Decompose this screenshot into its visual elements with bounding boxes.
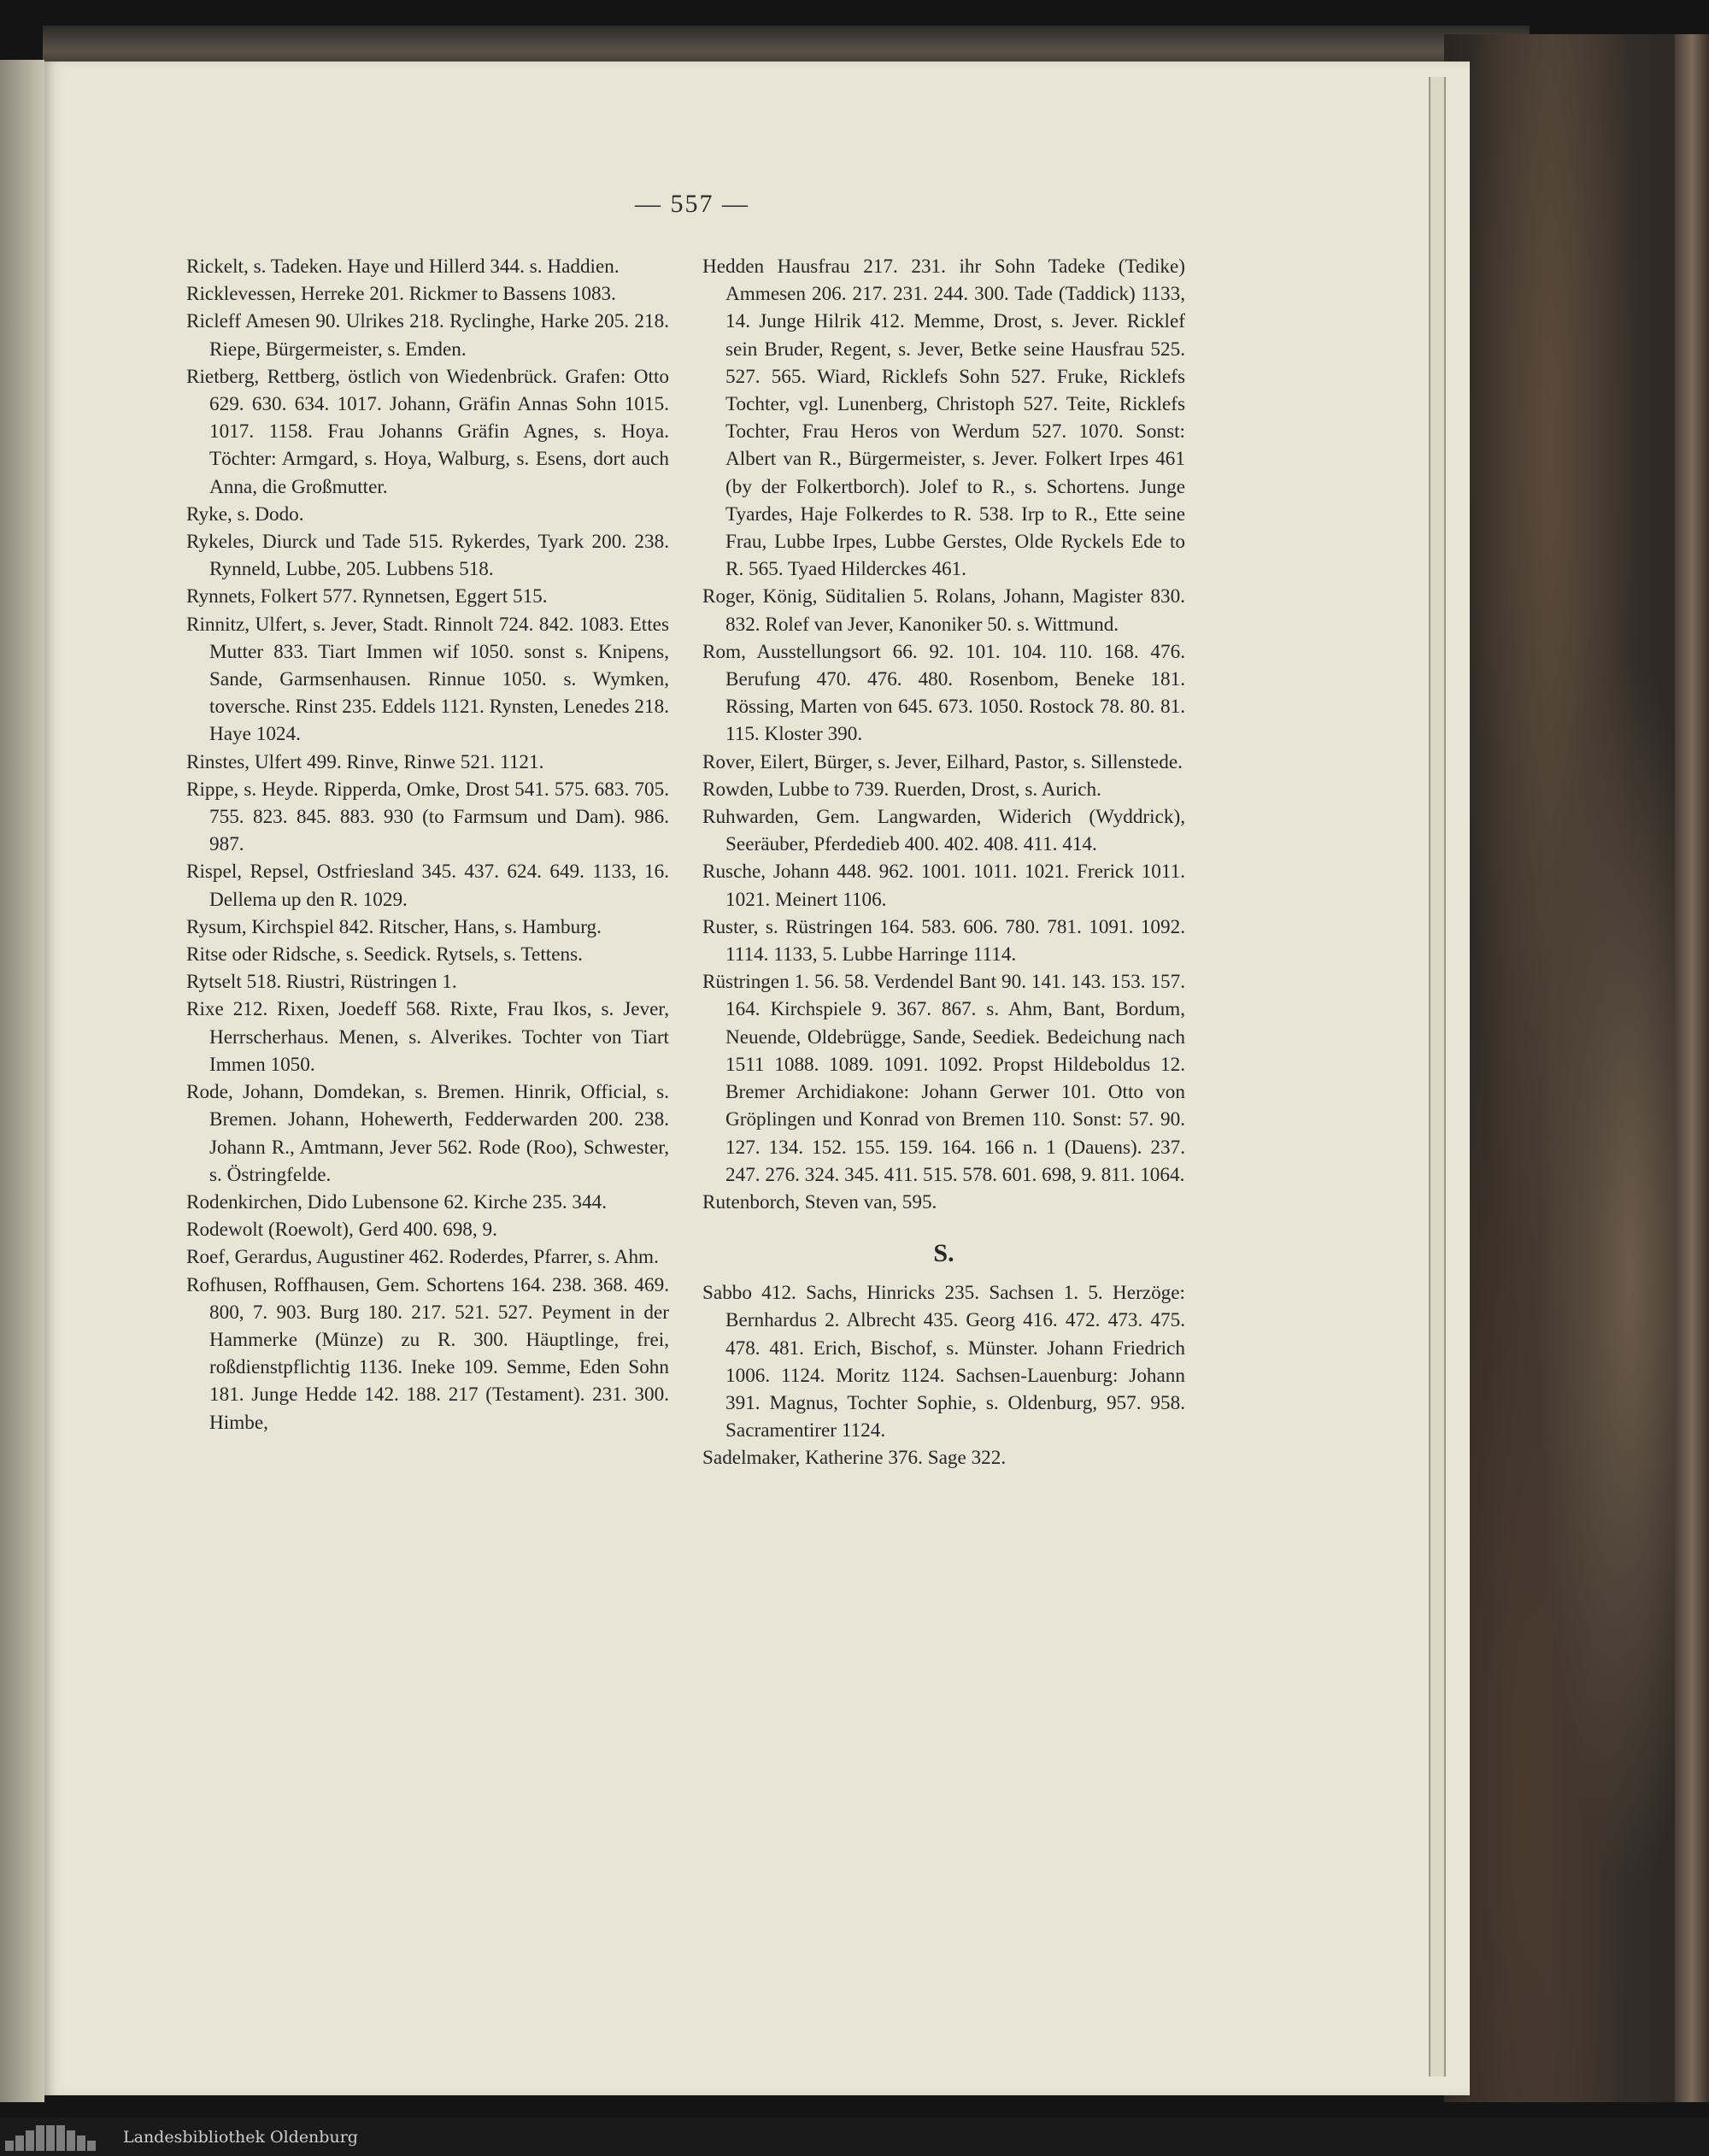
index-entry: Ritse oder Ridsche, s. Seedick. Rytsels, s. Tettens. [186, 943, 583, 966]
index-entry: Rutenborch, Steven van, 595. [702, 1190, 937, 1213]
index-entry: Rynnets, Folkert 577. Rynnetsen, Eggert 515. [186, 585, 548, 608]
library-name[interactable]: Landesbibliothek Oldenburg [123, 2127, 358, 2147]
book-cover-edge [1675, 34, 1709, 2102]
index-entry: Ryke, s. Dodo. [186, 502, 304, 526]
index-entry: Rowden, Lubbe to 739. Ruerden, Drost, s. Aurich. [702, 778, 1101, 801]
index-entry: Rom, Ausstellungsort 66. 92. 101. 104. 110. 168. 476. Berufung 470. 476. 480. Rosenbom, Beneke 181. Rössing, Marten von 645. 673. 1050. Rostock 78. 80. 81. 115. Kloster 390. [702, 640, 1185, 746]
index-entry: Rodewolt (Roewolt), Gerd 400. 698, 9. [186, 1219, 497, 1242]
page-stack-edge [1429, 77, 1446, 2077]
index-entry: Roef, Gerardus, Augustiner 462. Roderdes, Pfarrer, s. Ahm. [186, 1246, 659, 1269]
left-page-edge [0, 60, 44, 2102]
index-entry: Ricklevessen, Herreke 201. Rickmer to Bassens 1083. [186, 283, 616, 306]
index-entry: Rode, Johann, Domdekan, s. Bremen. Hinrik, Official, s. Bremen. Johann, Hohewerth, Fedderwarden 200. 238. Johann R., Amtmann, Jever 562. Rode (Roo), Schwester, s. Östringfelde. [186, 1081, 669, 1186]
index-entry: Rykeles, Diurck und Tade 515. Rykerdes, Tyark 200. 238. Rynneld, Lubbe, 205. Lubbens 518. [186, 531, 669, 581]
index-entry: Rytselt 518. Riustri, Rüstringen 1. [186, 971, 457, 994]
index-entry: Rodenkirchen, Dido Lubensone 62. Kirche 235. 344. [186, 1190, 607, 1213]
page-number: — 557 — [635, 190, 749, 218]
index-entry: Rispel, Repsel, Ostfriesland 345. 437. 624. 649. 1133, 16. Dellema up den R. 1029. [186, 861, 669, 911]
index-entry: Rüstringen 1. 56. 58. Verdendel Bant 90. 141. 143. 153. 157. 164. Kirchspiele 9. 367. 867. s. Ahm, Bant, Bordum, Neuende, Oldebrügge, Sande, Seediek. Bedeichung nach 1511 1088. 1089. 1091. 1092. Propst Hildeboldus 12. Bremer Archidiakone: Johann Gerwer 101. Otto von Gröplingen und Konrad von Bremen 110. Sonst: 57. 90. 127. 134. 152. 155. 159. 164. 166 n. 1 (Dauens). 237. 247. 276. 324. 345. 411. 515. 578. 601. 698, 9. 811. 1064. [702, 971, 1185, 1186]
index-entry: Rixe 212. Rixen, Joedeff 568. Rixte, Frau Ikos, s. Jever, Herrscherhaus. Menen, s. Alverikes. Tochter von Tiart Immen 1050. [186, 998, 669, 1076]
index-entry: Rofhusen, Roffhausen, Gem. Schortens 164. 238. 368. 469. 800, 7. 903. Burg 180. 217. 521. 527. Peyment in der Hammerke (Münze) zu R. 300. Häuptlinge, frei, roßdienstpflichtig 1136. Ineke 109. Semme, Eden Sohn 181. Junge Hedde 142. 188. 217 (Testament). 231. 300. Himbe, [186, 1273, 669, 1434]
section-heading-s: S. [933, 1239, 954, 1268]
index-entry: Ricleff Amesen 90. Ulrikes 218. Ryclinghe, Harke 205. 218. Riepe, Bürgermeister, s. Emden. [186, 310, 669, 361]
index-entry: Ruhwarden, Gem. Langwarden, Widerich (Wyddrick), Seeräuber, Pferdedieb 400. 402. 408. 411. 414. [702, 806, 1185, 856]
index-entry: Rover, Eilert, Bürger, s. Jever, Eilhard, Pastor, s. Sillenstede. [702, 750, 1183, 773]
index-entry: Rusche, Johann 448. 962. 1001. 1011. 1021. Frerick 1011. 1021. Meinert 1106. [702, 861, 1185, 911]
index-entry: Rietberg, Rettberg, östlich von Wiedenbrück. Grafen: Otto 629. 630. 634. 1017. Johann, Gräfin Annas Sohn 1015. 1017. 1158. Frau Johanns Gräfin Agnes, s. Hoya. Töchter: Armgard, s. Hoya, Walburg, s. Esens, dort auch Anna, die Großmutter. [186, 365, 669, 498]
index-entry: Sabbo 412. Sachs, Hinricks 235. Sachsen 1. 5. Herzöge: Bernhardus 2. Albrecht 435. Georg 416. 472. 473. 475. 478. 481. Erich, Bischof, s. Münster. Johann Friedrich 1006. 1124. Moritz 1124. Sachsen-Lauenburg: Johann 391. Magnus, Tochter Sophie, s. Oldenburg, 957. 958. Sacramentirer 1124. [702, 1282, 1185, 1442]
library-building-icon [5, 2124, 115, 2151]
index-entry: Rippe, s. Heyde. Ripperda, Omke, Drost 541. 575. 683. 705. 755. 823. 845. 883. 930 (to Farmsum und Dam). 986. 987. [186, 778, 669, 856]
marbled-endpaper [1444, 34, 1709, 2102]
index-column-right [702, 253, 1185, 1472]
index-entry: Ruster, s. Rüstringen 164. 583. 606. 780. 781. 1091. 1092. 1114. 1133, 5. Lubbe Harringe 1114. [702, 915, 1185, 966]
index-entry: Rinnitz, Ulfert, s. Jever, Stadt. Rinnolt 724. 842. 1083. Ettes Mutter 833. Tiart Immen wif 1050. sonst s. Knipens, Sande, Garmsenhausen. Rinnue 1050. s. Wymken, toversche. Rinst 235. Eddels 1121. Rynsten, Lenedes 218. Haye 1024. [186, 613, 669, 746]
index-entry: Hedden Hausfrau 217. 231. ihr Sohn Tadeke (Tedike) Ammesen 206. 217. 231. 244. 300. Tade (Taddick) 1133, 14. Junge Hilrik 412. Memme, Drost, s. Jever. Ricklef sein Bruder, Regent, s. Jever, Betke seine Hausfrau 525. 527. 565. Wiard, Ricklefs Sohn 527. Fruke, Ricklefs Tochter, vgl. Lunenberg, Christoph 527. Teite, Ricklefs Tochter, Frau Heros von Werdum 527. 1070. Sonst: Albert van R., Bürgermeister, s. Jever. Folkert Irpes 461 (by der Folkertborch). Jolef to R., s. Schortens. Junge Tyardes, Haje Folkerdes to R. 538. Irp to R., Ette seine Frau, Lubbe Irpes, Lubbe Gerstes, Olde Ryckels Ede to R. 565. Tyaed Hilderckes 461. [702, 256, 1185, 581]
index-entry: Rickelt, s. Tadeken. Haye und Hillerd 344. s. Haddien. [186, 256, 620, 278]
library-footer-bar [0, 2118, 1709, 2156]
index-entry: Rinstes, Ulfert 499. Rinve, Rinwe 521. 1121. [186, 750, 544, 773]
index-entry: Roger, König, Süditalien 5. Rolans, Johann, Magister 830. 832. Rolef van Jever, Kanoniker 50. s. Wittmund. [702, 585, 1185, 636]
index-entry: Rysum, Kirchspiel 842. Ritscher, Hans, s. Hamburg. [186, 915, 602, 938]
index-column-left [186, 253, 669, 1436]
index-entry: Sadelmaker, Katherine 376. Sage 322. [702, 1447, 1007, 1470]
